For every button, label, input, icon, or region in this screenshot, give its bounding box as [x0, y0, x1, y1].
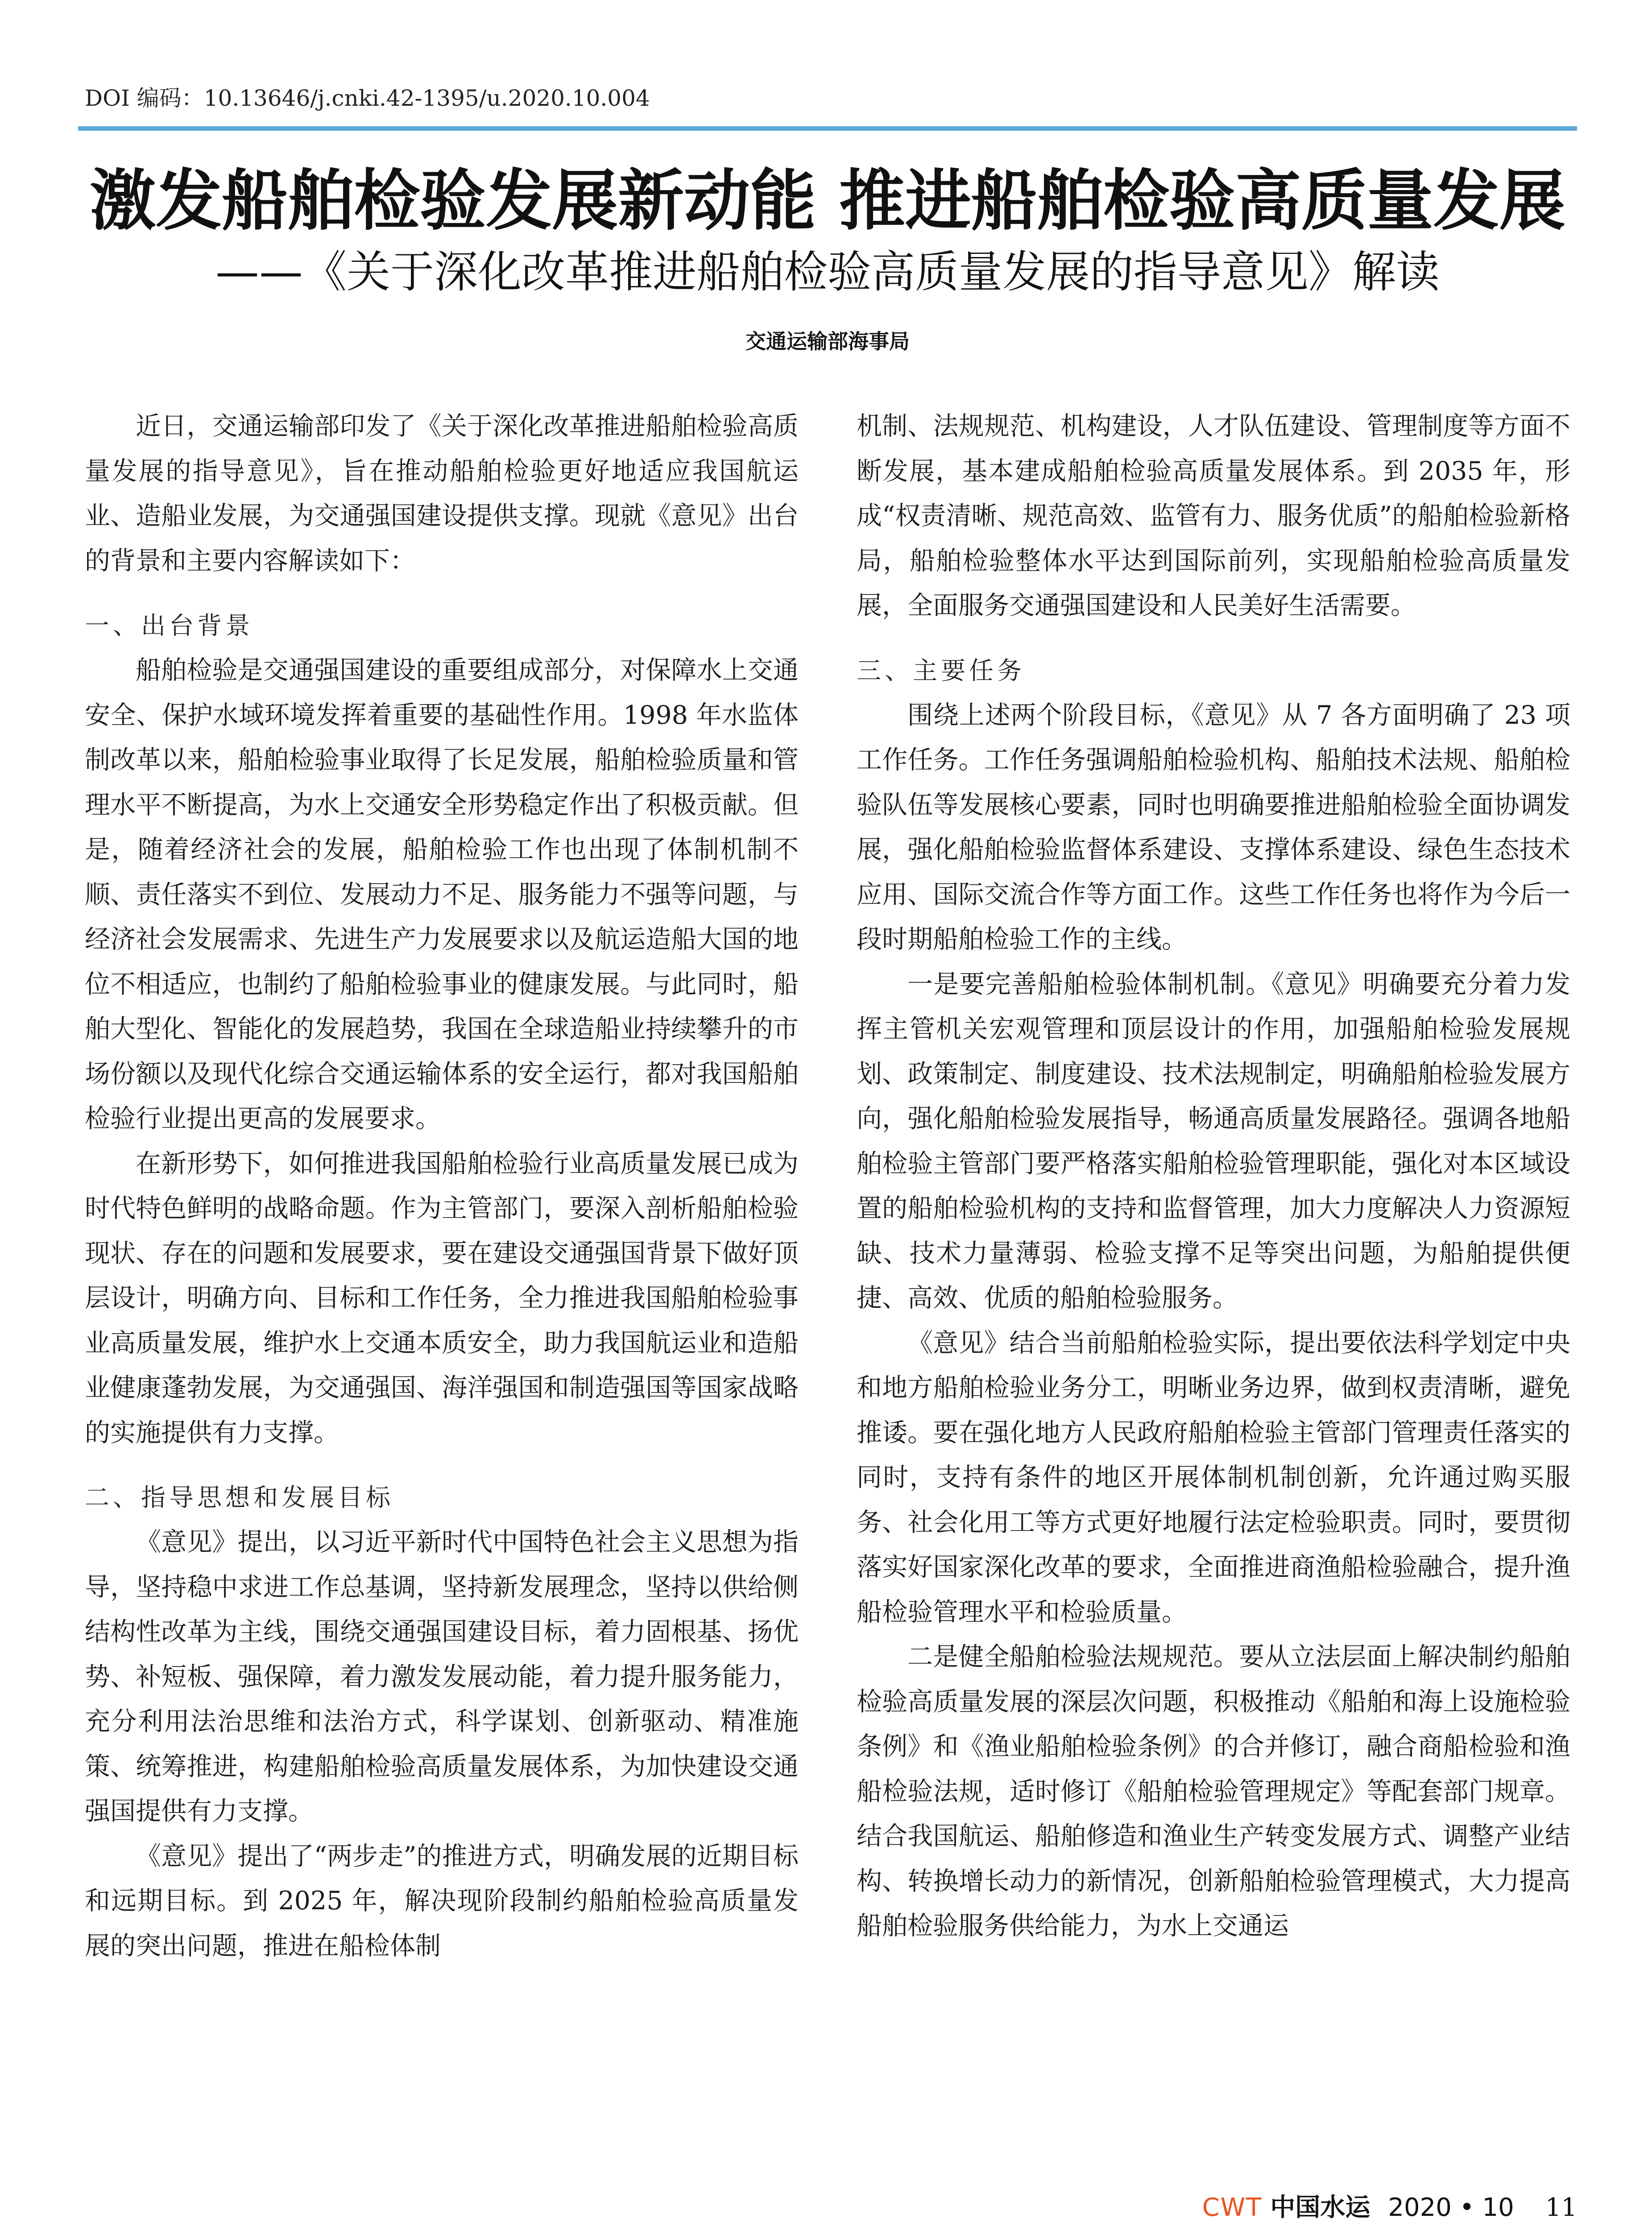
paragraph: 《意见》提出，以习近平新时代中国特色社会主义思想为指导，坚持稳中求进工作总基调，坚持新发展理念，坚持以供给侧结构性改革为主线，围绕交通强国建设目标，着力固根基、扬优势、补短板、强保障，着力激发发展动能，着力提升服务能力，充分利用法治思维和法治方式，科学谋划、创新驱动、精准施策、统筹推进，构建船舶检验高质量发展体系，为加快建设交通强国提供有力支撑。 — [85, 1527, 799, 1826]
doi-code: DOI 编码：10.13646/j.cnki.42-1395/u.2020.10.004 — [85, 85, 650, 111]
article-author: 交通运输部海事局 — [745, 329, 910, 353]
article-subtitle: ——《关于深化改革推进船舶检验高质量发展的指导意见》解读 — [215, 247, 1440, 298]
paragraph: 船舶检验是交通强国建设的重要组成部分，对保障水上交通安全、保护水域环境发挥着重要的基础性作用。1998 年水监体制改革以来，船舶检验事业取得了长足发展，船舶检验质量和管理水平不断提高，为水上交通安全形势稳定作出了积极贡献。但是，随着经济社会的发展，船舶检验工作也出现了体制机制不顺、责任落实不到位、发展动力不足、服务能力不强等问题，与经济社会发展需求、先进生产力发展要求以及航运造船大国的地位不相适应，也制约了船舶检验事业的健康发展。与此同时，船舶大型化、智能化的发展趋势，我国在全球造船业持续攀升的市场份额以及现代化综合交通运输体系的安全运行，都对我国船舶检验行业提出更高的发展要求。 — [85, 655, 799, 1133]
section-heading: 一、出台背景 — [85, 611, 254, 640]
right-column — [857, 404, 1570, 1949]
paragraph: 《意见》结合当前船舶检验实际，提出要依法科学划定中央和地方船舶检验业务分工，明晰业务边界，做到权责清晰，避免推诿。要在强化地方人民政府船舶检验主管部门管理责任落实的同时，支持有条件的地区开展体制机制创新，允许通过购买服务、社会化用工等方式更好地履行法定检验职责。同时，要贯彻落实好国家深化改革的要求，全面推进商渔船检验融合，提升渔船检验管理水平和检验质量。 — [857, 1328, 1570, 1627]
magazine-brand: CWT — [1202, 2193, 1263, 2222]
left-column — [85, 404, 799, 1968]
section-heading: 二、指导思想和发展目标 — [85, 1483, 394, 1512]
article-title: 激发船舶检验发展新动能 推进船舶检验高质量发展 — [90, 162, 1565, 239]
paragraph: 近日，交通运输部印发了《关于深化改革推进船舶检验高质量发展的指导意见》，旨在推动船舶检验更好地适应我国航运业、造船业发展，为交通强国建设提供支撑。现就《意见》出台的背景和主要内容解读如下： — [85, 411, 799, 576]
paragraph: 机制、法规规范、机构建设，人才队伍建设、管理制度等方面不断发展，基本建成船舶检验高质量发展体系。到 2035 年，形成“权责清晰、规范高效、监管有力、服务优质”的船舶检验新格局，船舶检验整体水平达到国际前列，实现船舶检验高质量发展，全面服务交通强国建设和人民美好生活需要。 — [857, 411, 1570, 620]
header-rule — [78, 126, 1577, 131]
paragraph: 围绕上述两个阶段目标，《意见》从 7 各方面明确了 23 项工作任务。工作任务强调船舶检验机构、船舶技术法规、船舶检验队伍等发展核心要素，同时也明确要推进船舶检验全面协调发展，强化船舶检验监督体系建设、支撑体系建设、绿色生态技术应用、国际交流合作等方面工作。这些工作任务也将作为今后一段时期船舶检验工作的主线。 — [857, 700, 1570, 954]
paragraph: 在新形势下，如何推进我国船舶检验行业高质量发展已成为时代特色鲜明的战略命题。作为主管部门，要深入剖析船舶检验现状、存在的问题和发展要求，要在建设交通强国背景下做好顶层设计，明确方向、目标和工作任务，全力推进我国船舶检验事业高质量发展，维护水上交通本质安全，助力我国航运业和造船业健康蓬勃发展，为交通强国、海洋强国和制造强国等国家战略的实施提供有力支撑。 — [85, 1149, 799, 1447]
magazine-name: 中国水运 — [1270, 2193, 1370, 2222]
page-footer — [1202, 2192, 1577, 2223]
paragraph: 《意见》提出了“两步走”的推进方式，明确发展的近期目标和远期目标。到 2025 年，解决现阶段制约船舶检验高质量发展的突出问题，推进在船检体制 — [85, 1841, 799, 1961]
paragraph: 二是健全船舶检验法规规范。要从立法层面上解决制约船舶检验高质量发展的深层次问题，积极推动《船舶和海上设施检验条例》和《渔业船舶检验条例》的合并修订，融合商船检验和渔船检验法规，适时修订《船舶检验管理规定》等配套部门规章。结合我国航运、船舶修造和渔业生产转变发展方式、调整产业结构、转换增长动力的新情况，创新船舶检验管理模式，大力提高船舶检验服务供给能力，为水上交通运 — [857, 1642, 1570, 1941]
section-heading: 三、主要任务 — [857, 656, 1026, 685]
issue-date: 2020 • 10 — [1388, 2193, 1514, 2222]
paragraph: 一是要完善船舶检验体制机制。《意见》明确要充分着力发挥主管机关宏观管理和顶层设计的作用，加强船舶检验发展规划、政策制定、制度建设、技术法规制定，明确船舶检验发展方向，强化船舶检验发展指导，畅通高质量发展路径。强调各地船舶检验主管部门要严格落实船舶检验管理职能，强化对本区域设置的船舶检验机构的支持和监督管理，加大力度解决人力资源短缺、技术力量薄弱、检验支撑不足等突出问题，为船舶提供便捷、高效、优质的船舶检验服务。 — [857, 969, 1570, 1313]
page-number: 11 — [1545, 2193, 1577, 2222]
